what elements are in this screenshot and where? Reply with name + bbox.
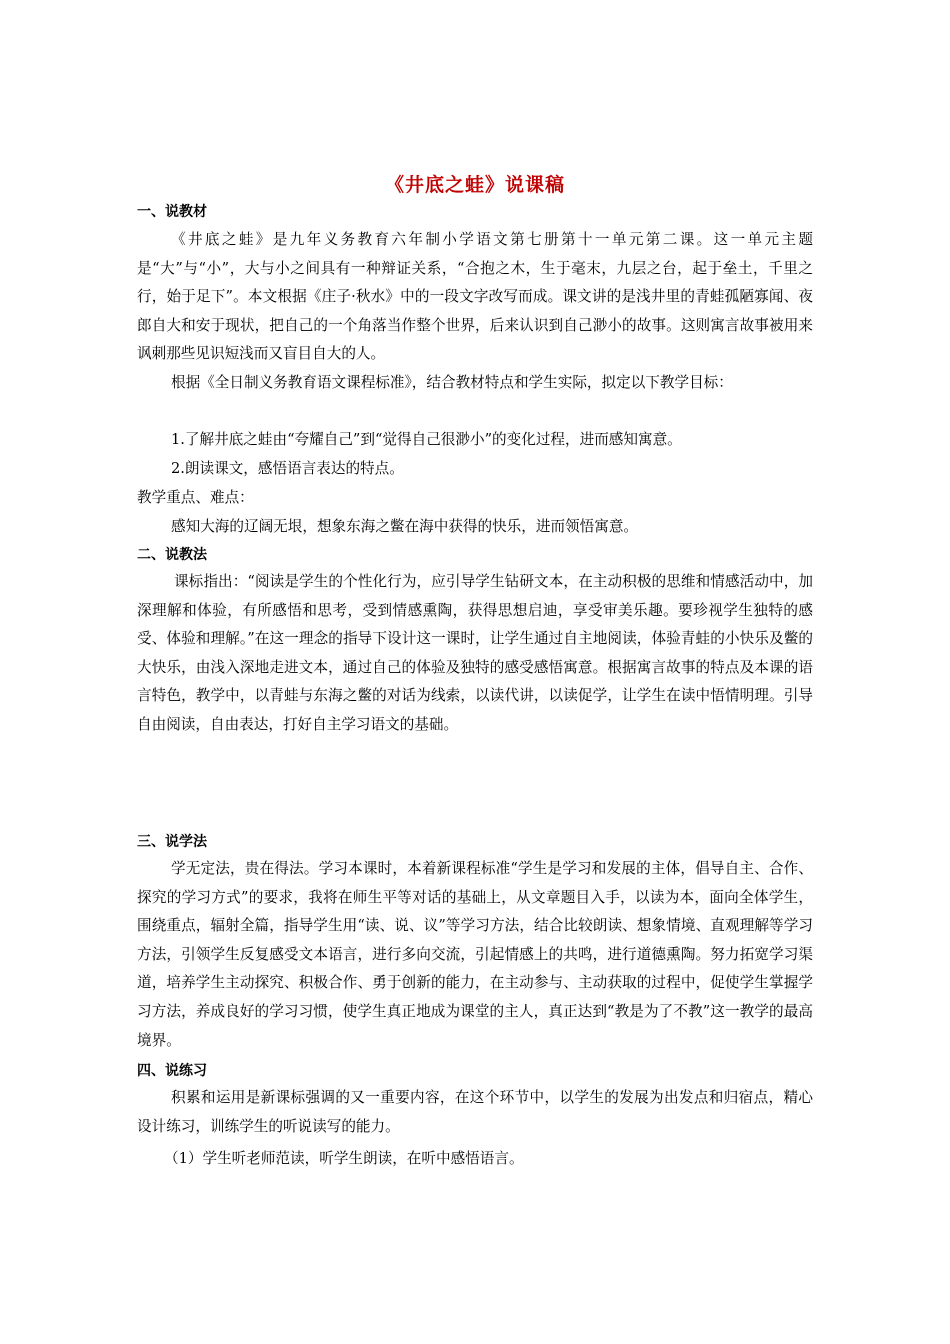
paragraph-goals-intro: 根据《全日制义务教育语文课程标准》，结合教材特点和学生实际，拟定以下教学目标： <box>171 374 733 391</box>
section-heading-exercises: 四、说练习 <box>137 1063 207 1079</box>
section-heading-textbook: 一、说教材 <box>137 204 207 220</box>
document-title: 《井底之蛙》说课稿 <box>384 174 565 196</box>
key-points-label: 教学重点、难点： <box>137 489 254 506</box>
paragraph-textbook-intro: 《井底之蛙》是九年义务教育六年制小学语文第七册第十一单元第二课。这一单元主题是“大”与“小”，大与小之间具有一种辩证关系，“合抱之木，生于毫末，九层之台，起于垒土，千里之行，始于足下”。本文根据《庄子·秋水》中的一段文字改写而成。课文讲的是浅井里的青蛙孤陋寡闻、夜郎自大和安于现状，把自己的一个角落当作整个世界，后来认识到自己渺小的故事。这则寓言故事被用来讽刺那些见识短浅而又盲目自大的人。 <box>137 231 813 363</box>
goal-item-2: 2.朗读课文，感悟语言表达的特点。 <box>171 460 404 477</box>
paragraph-teaching-method: 课标指出：“阅读是学生的个性化行为，应引导学生钻研文本，在主动积极的思维和情感活动中，加深理解和体验，有所感悟和思考，受到情感熏陶，获得思想启迪，享受审美乐趣。要珍视学生独特的感受、体验和理解。”在这一理念的指导下设计这一课时，让学生通过自主地阅读，体验青蛙的小快乐及鳖的大快乐，由浅入深地走进文本，通过自己的体验及独特的感受感悟寓意。根据寓言故事的特点及本课的语言特色，教学中，以青蛙与东海之鳖的对话为线索，以读代讲，以读促学，让学生在读中悟情明理。引导自由阅读，自由表达，打好自主学习语文的基础。 <box>137 573 813 733</box>
section-heading-learning-method: 三、说学法 <box>137 834 207 850</box>
section-heading-teaching-method: 二、说教法 <box>137 547 207 563</box>
goal-item-1: 1.了解井底之蛙由“夸耀自己”到“觉得自己很渺小”的变化过程，进而感知寓意。 <box>171 431 682 448</box>
exercise-item-1: （1）学生听老师范读，听学生朗读，在听中感悟语言。 <box>164 1150 524 1167</box>
paragraph-exercises: 积累和运用是新课标强调的又一重要内容，在这个环节中，以学生的发展为出发点和归宿点，精心设计练习，训练学生的听说读写的能力。 <box>137 1089 813 1135</box>
paragraph-learning-method: 学无定法，贵在得法。学习本课时，本着新课程标准“学生是学习和发展的主体，倡导自主、合作、探究的学习方式”的要求，我将在师生平等对话的基础上，从文章题目入手，以读为本，面向全体学生，围绕重点，辐射全篇，指导学生用“读、说、议”等学习方法，结合比较朗读、想象情境、直观理解等学习方法，引领学生反复感受文本语言，进行多向交流，引起情感上的共鸣，进行道德熏陶。努力拓宽学习渠道，培养学生主动探究、积极合作、勇于创新的能力，在主动参与、主动获取的过程中，促使学生掌握学习方法，养成良好的学习习惯，使学生真正地成为课堂的主人，真正达到“教是为了不教”这一教学的最高境界。 <box>137 860 813 1049</box>
key-points-text: 感知大海的辽阔无垠，想象东海之鳖在海中获得的快乐，进而领悟寓意。 <box>171 518 639 535</box>
